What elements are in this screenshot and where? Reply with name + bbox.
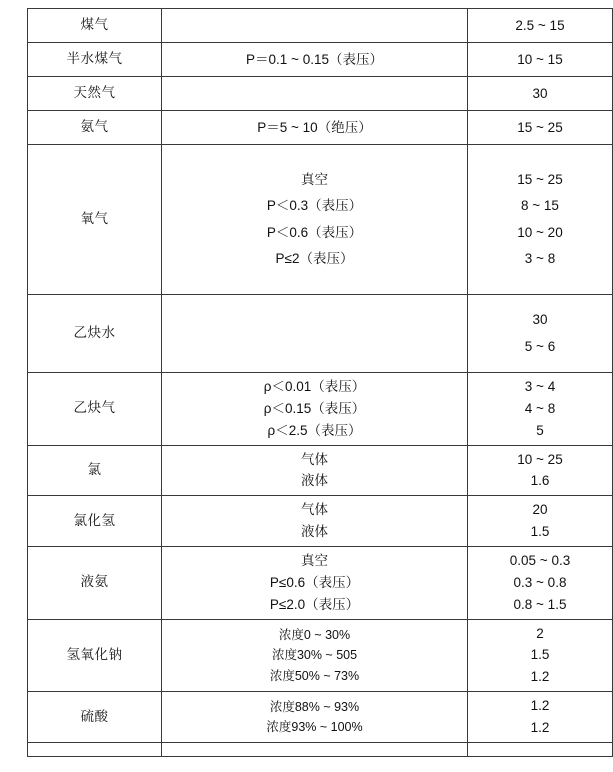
row-conditions [162, 692, 468, 743]
table-row [28, 111, 613, 145]
value-line: 2.5 ~ 15 [515, 17, 565, 33]
condition-line: 液体 [301, 473, 328, 489]
condition-line: 真空 [301, 553, 328, 569]
row-values [468, 547, 613, 620]
condition-line: P≤2（表压） [275, 250, 354, 266]
condition-stack [162, 164, 467, 275]
table-row-partial [28, 742, 613, 756]
top-spacer [0, 0, 613, 8]
condition-line: 浓度93% ~ 100% [266, 720, 363, 735]
value-stack [468, 620, 612, 692]
condition-stack [162, 496, 467, 546]
table-row [28, 373, 613, 446]
value-stack [468, 12, 612, 40]
condition-line: 真空 [301, 171, 328, 187]
row-values [468, 496, 613, 547]
row-medium-name: 氨气 [28, 111, 162, 145]
condition-stack [162, 23, 467, 29]
condition-line: 浓度50% ~ 73% [269, 668, 360, 683]
condition-stack [162, 622, 467, 689]
value-stack [468, 80, 612, 108]
row-conditions [162, 742, 468, 756]
value-line: 1.2 [530, 698, 550, 714]
row-medium-name: 天然气 [28, 77, 162, 111]
value-line: 3 ~ 4 [524, 379, 556, 394]
value-line: 10 ~ 20 [517, 224, 563, 240]
condition-line: ρ＜0.15（表压） [263, 400, 366, 416]
row-conditions [162, 619, 468, 692]
condition-line: P≤2.0（表压） [269, 596, 360, 612]
value-line: 1.2 [530, 720, 550, 736]
value-line: 30 [532, 85, 548, 101]
value-stack [468, 692, 612, 742]
row-values [468, 9, 613, 43]
condition-stack [162, 547, 467, 619]
condition-stack [162, 373, 467, 445]
row-values [468, 295, 613, 373]
value-line: 4 ~ 8 [524, 400, 556, 416]
table-row [28, 692, 613, 743]
value-line: 1.6 [530, 473, 550, 489]
row-medium-name: 乙炔气 [28, 373, 162, 446]
condition-stack [162, 46, 467, 74]
value-stack [468, 496, 612, 546]
value-line: 3 ~ 8 [524, 250, 556, 266]
row-conditions [162, 496, 468, 547]
row-values [468, 43, 613, 77]
row-values [468, 145, 613, 295]
table-row [28, 145, 613, 295]
value-stack [468, 46, 612, 74]
value-line: 5 ~ 6 [524, 338, 556, 354]
row-medium-name: 氯化氢 [28, 496, 162, 547]
value-line: 10 ~ 25 [517, 451, 563, 467]
value-line: 0.8 ~ 1.5 [513, 596, 567, 612]
condition-line: 气体 [301, 502, 328, 518]
value-line: 1.5 [530, 524, 550, 540]
row-values [468, 445, 613, 496]
value-line: 0.05 ~ 0.3 [509, 553, 571, 569]
row-conditions [162, 9, 468, 43]
row-medium-name: 液氨 [28, 547, 162, 620]
condition-line: ρ＜0.01（表压） [263, 379, 366, 394]
condition-line: 气体 [301, 451, 328, 467]
condition-line: 液体 [301, 524, 328, 540]
value-line: 1.2 [530, 669, 550, 685]
condition-line: P＜0.3（表压） [266, 198, 363, 214]
value-line: 30 [532, 312, 548, 328]
value-stack [468, 446, 612, 496]
value-line: 10 ~ 15 [517, 51, 563, 67]
condition-stack [162, 446, 467, 496]
value-stack [468, 373, 612, 445]
table-row [28, 445, 613, 496]
row-conditions [162, 43, 468, 77]
table-row [28, 547, 613, 620]
condition-line: 浓度0 ~ 30% [278, 628, 351, 642]
value-line: 15 ~ 25 [517, 171, 563, 187]
condition-line: P＝0.1 ~ 0.15（表压） [246, 51, 383, 67]
condition-stack [162, 114, 467, 142]
row-medium-name: 硫酸 [28, 692, 162, 743]
row-conditions [162, 547, 468, 620]
condition-stack [162, 331, 467, 337]
pipe-velocity-table [27, 8, 613, 757]
row-conditions [162, 445, 468, 496]
row-medium-name: 半水煤气 [28, 43, 162, 77]
value-stack [468, 114, 612, 142]
value-line: 8 ~ 15 [521, 198, 559, 214]
condition-line: P＝5 ~ 10（绝压） [257, 119, 372, 135]
row-values [468, 373, 613, 446]
row-values [468, 619, 613, 692]
condition-stack [162, 694, 467, 741]
row-values [468, 77, 613, 111]
condition-line: 浓度30% ~ 505 [271, 648, 358, 663]
row-values [468, 692, 613, 743]
row-conditions [162, 145, 468, 295]
table-row [28, 619, 613, 692]
row-conditions [162, 295, 468, 373]
row-medium-name [28, 742, 162, 756]
value-line: 0.3 ~ 0.8 [513, 574, 567, 590]
value-line: 1.5 [530, 647, 550, 663]
row-medium-name: 氯 [28, 445, 162, 496]
row-conditions [162, 77, 468, 111]
row-medium-name: 煤气 [28, 9, 162, 43]
value-line: 2 [536, 625, 544, 641]
row-conditions [162, 111, 468, 145]
table-row [28, 9, 613, 43]
value-stack [468, 304, 612, 363]
value-line: 5 [536, 422, 544, 438]
row-medium-name: 氢氧化钠 [28, 619, 162, 692]
value-stack [468, 547, 612, 619]
value-line: 20 [532, 502, 548, 518]
table-row [28, 295, 613, 373]
condition-line: ρ＜2.5（表压） [267, 422, 362, 438]
condition-line: 浓度88% ~ 93% [269, 699, 360, 714]
condition-stack [162, 91, 467, 97]
row-conditions [162, 373, 468, 446]
table-body [28, 9, 613, 757]
table-row [28, 77, 613, 111]
condition-line: P＜0.6（表压） [266, 224, 363, 240]
value-stack [468, 164, 612, 275]
table-row [28, 496, 613, 547]
row-values [468, 111, 613, 145]
value-line: 15 ~ 25 [517, 119, 563, 135]
row-medium-name: 氧气 [28, 145, 162, 295]
row-values [468, 742, 613, 756]
row-medium-name: 乙炔水 [28, 295, 162, 373]
table-row [28, 43, 613, 77]
condition-line: P≤0.6（表压） [269, 574, 360, 590]
